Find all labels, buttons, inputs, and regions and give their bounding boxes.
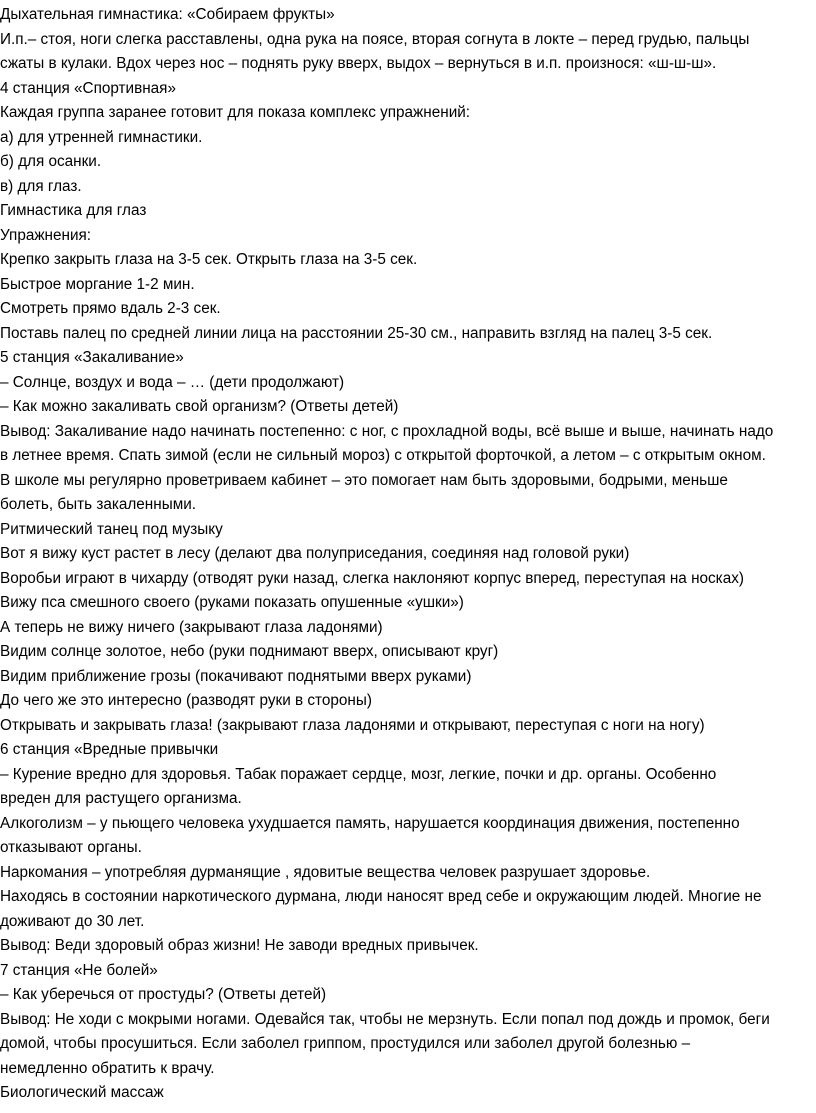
text-line: 7 станция «Не болей» [0,961,158,979]
text-line: – Как можно закаливать свой организм? (Ответы детей) [0,398,399,415]
text-line: Поставь палец по средней линии лица на расстоянии 25-30 см., направить взгляд на палец 3-5 сек. [0,324,713,342]
text-line: До чего же это интересно (разводят руки в стороны) [0,692,372,709]
text-line: Вижу пса смешного своего (руками показать опушенные «ушки») [0,594,464,611]
text-line: А теперь не вижу ничего (закрывают глаза ладонями) [0,618,383,636]
text-line: В школе мы регулярно проветриваем кабинет – это помогает нам быть здоровыми, бодрыми, меньше [0,471,728,489]
text-line: – Курение вредно для здоровья. Табак поражает сердце, мозг, легкие, почки и др. органы. Особенно [0,765,717,783]
text-line: в) для глаз. [0,177,82,195]
text-line: немедленно обратить к врачу. [0,1059,215,1077]
text-line: Вывод: Веди здоровый образ жизни! Не заводи вредных привычек. [0,937,479,954]
text-line: б) для осанки. [0,153,102,170]
text-line: а) для утренней гимнастики. [0,128,203,146]
text-line: болеть, быть закаленными. [0,496,197,513]
text-line: Вывод: Закаливание надо начинать постепенно: с ног, с прохладной воды, всё выше и выше, начинать надо [0,422,774,440]
text-line: Видим приближение грозы (покачивают поднятыми вверх руками) [0,667,472,685]
text-line: сжаты в кулаки. Вдох через нос – поднять руку вверх, выдох – вернуться в и.п. произнося: «ш-ш-ш». [0,55,717,72]
text-line: 4 станция «Спортивная» [0,79,176,97]
text-line: Находясь в состоянии наркотического дурмана, люди наносят вред себе и окружающим людей. Многие не [0,888,762,905]
text-line: – Как уберечься от простуды? (Ответы детей) [0,986,327,1003]
text-line: Крепко закрыть глаза на 3-5 сек. Открыть глаза на 3-5 сек. [0,251,418,268]
text-line: Видим солнце золотое, небо (руки поднимают вверх, описывают круг) [0,643,499,660]
text-line: Дыхательная гимнастика: «Собираем фрукты» [0,6,335,23]
text-line: 6 станция «Вредные привычки [0,741,219,758]
text-line: Смотреть прямо вдаль 2-3 сек. [0,300,221,317]
text-line: отказывают органы. [0,839,142,856]
text-line: Упражнения: [0,226,92,244]
text-line: Гимнастика для глаз [0,202,147,219]
text-line: И.п.– стоя, ноги слегка расставлены, одна рука на поясе, вторая согнута в локте – перед грудью, пальцы [0,30,750,48]
document-body [0,3,816,1106]
text-line: – Солнце, воздух и вода – … (дети продолжают) [0,373,345,391]
text-line: Воробьи играют в чихарду (отводят руки назад, слегка наклоняют корпус вперед, переступая на носках) [0,569,744,587]
text-line: 5 станция «Закаливание» [0,349,184,366]
text-line: Наркомания – употребляя дурманящие , ядовитые вещества человек разрушает здоровье. [0,863,651,881]
text-line: Вот я вижу куст растет в лесу (делают два полуприседания, соединяя над головой руки) [0,545,630,562]
text-line: домой, чтобы просушиться. Если заболел гриппом, простудился или заболел другой болезнью – [0,1035,691,1052]
text-line: доживают до 30 лет. [0,912,145,930]
text-line: в летнее время. Спать зимой (если не сильный мороз) с открытой форточкой, а летом – с открытым окном. [0,447,766,464]
text-line: Вывод: Не ходи с мокрыми ногами. Одевайся так, чтобы не мерзнуть. Если попал под дождь и промок, беги [0,1010,770,1028]
text-line: Открывать и закрывать глаза! (закрывают глаза ладонями и открывают, переступая с ноги на ногу) [0,716,705,734]
text-line: Ритмический танец под музыку [0,520,223,538]
text-line: Быстрое моргание 1-2 мин. [0,275,195,293]
text-line: Биологический массаж [0,1084,164,1101]
text-line: вреден для растущего организма. [0,790,242,807]
text-line: Каждая группа заранее готовит для показа комплекс упражнений: [0,104,471,121]
text-line: Алкоголизм – у пьющего человека ухудшается память, нарушается координация движения, постепенно [0,814,740,832]
